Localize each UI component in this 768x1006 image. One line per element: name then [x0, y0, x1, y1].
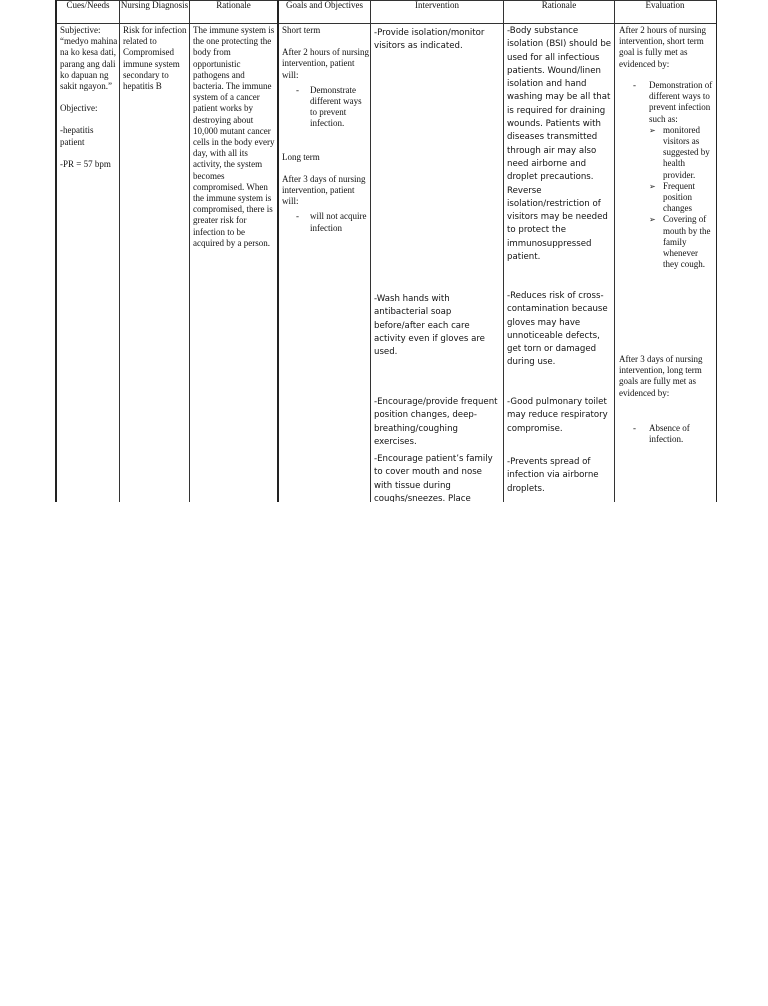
evaluation-sub-item: ➢ Covering of mouth by the family whenever they cough. — [649, 214, 713, 270]
rationale-item: -Prevents spread of infection via airborne droplets. — [507, 457, 599, 494]
objective-item: -PR = 57 bpm — [60, 158, 111, 169]
care-plan-table — [55, 0, 717, 502]
header-rationale-2: Rationale — [541, 0, 577, 10]
column-divider — [119, 0, 120, 502]
header-goals: Goals and Objectives — [286, 0, 363, 10]
diagnosis-text: Risk for infection related to Compromised immune system secondary to hepatitis B — [123, 25, 187, 92]
rationale-2-cell — [507, 25, 613, 502]
rationale-cell — [193, 25, 276, 500]
subjective-quote: “medyo mahina na ko kesa dati, parang ang dali ko dapuan ng sakit ngayon.” — [60, 36, 118, 92]
intervention-item: -Encourage patient’s family to cover mouth and nose with tissue during coughs/sneezes. Place — [374, 454, 493, 502]
subjective-label: Subjective: — [60, 25, 101, 35]
header-nursing-diagnosis: Nursing Diagnosis — [120, 0, 189, 10]
evaluation-long-item: - Absence of infection. — [619, 423, 713, 445]
objective-item: -hepatitis patient — [60, 125, 94, 147]
cues-cell — [60, 25, 118, 500]
objective-label: Objective: — [60, 103, 98, 114]
evaluation-short-intro: After 2 hours of nursing intervention, short term goal is fully met as evidenced by: — [619, 25, 706, 69]
goals-cell — [282, 25, 369, 500]
long-term-goal: - will not acquire infection — [282, 211, 369, 233]
intervention-cell — [374, 25, 502, 502]
evaluation-short-list — [619, 80, 713, 270]
column-divider — [189, 0, 190, 502]
evaluation-long-list — [619, 423, 713, 445]
intervention-item: -Provide isolation/monitor visitors as indicated. — [374, 28, 485, 52]
long-term-intro: After 3 days of nursing intervention, patient will: — [282, 173, 366, 207]
evaluation-cell — [619, 25, 713, 502]
header-divider — [57, 23, 716, 24]
rationale-text: The immune system is the one protecting the body from opportunistic pathogens and bacteria. The immune system of a cancer patient works by destroying about 10,000 mutant cancer cells in the body every day, with all its activity, the system becomes compromised. When the immune system is compromised, there is greater risk for infection to be acquired by a person. — [193, 25, 275, 248]
column-divider — [277, 0, 279, 502]
column-divider — [370, 0, 371, 502]
header-cues: Cues/Needs — [66, 0, 110, 10]
rationale-item: -Body substance isolation (BSI) should be used for all infectious patients. Wound/linen isolation and hand washing may be all that is required for draining wounds. Patients with diseases transmitted through air may also need airborne and droplet precautions. Reverse isolation/restriction of visitors may be needed to protect the immunosuppressed patient. — [507, 26, 612, 263]
short-term-label: Short term — [282, 25, 321, 35]
short-term-intro: After 2 hours of nursing intervention, patient will: — [282, 47, 369, 80]
header-intervention: Intervention — [415, 0, 459, 10]
header-evaluation: Evaluation — [645, 0, 685, 10]
column-divider — [503, 0, 504, 502]
short-term-goal: - Demonstrate different ways to prevent infection. — [282, 85, 369, 130]
diagnosis-cell — [123, 25, 187, 500]
rationale-item: -Reduces risk of cross-contamination because gloves may have unnoticeable defects, get torn or damaged during use. — [507, 291, 608, 368]
column-divider — [614, 0, 615, 502]
intervention-item: -Encourage/provide frequent position changes, deep-breathing/coughing exercises. — [374, 397, 498, 447]
evaluation-sub-item: ➢ Frequent position changes — [649, 181, 713, 215]
header-rationale: Rationale — [216, 0, 251, 10]
evaluation-short-item: Demonstration of different ways to prevent infection such as: — [649, 80, 713, 124]
rationale-item: -Good pulmonary toilet may reduce respiratory compromise. — [507, 397, 608, 434]
intervention-item: -Wash hands with antibacterial soap before/after each care activity even if gloves are used. — [374, 294, 485, 358]
evaluation-sub-item: ➢ monitored visitors as suggested by health provider. — [649, 125, 713, 181]
evaluation-long-intro: After 3 days of nursing intervention, long term goals are fully met as evidenced by: — [619, 354, 703, 398]
long-term-label: Long term — [282, 151, 320, 162]
